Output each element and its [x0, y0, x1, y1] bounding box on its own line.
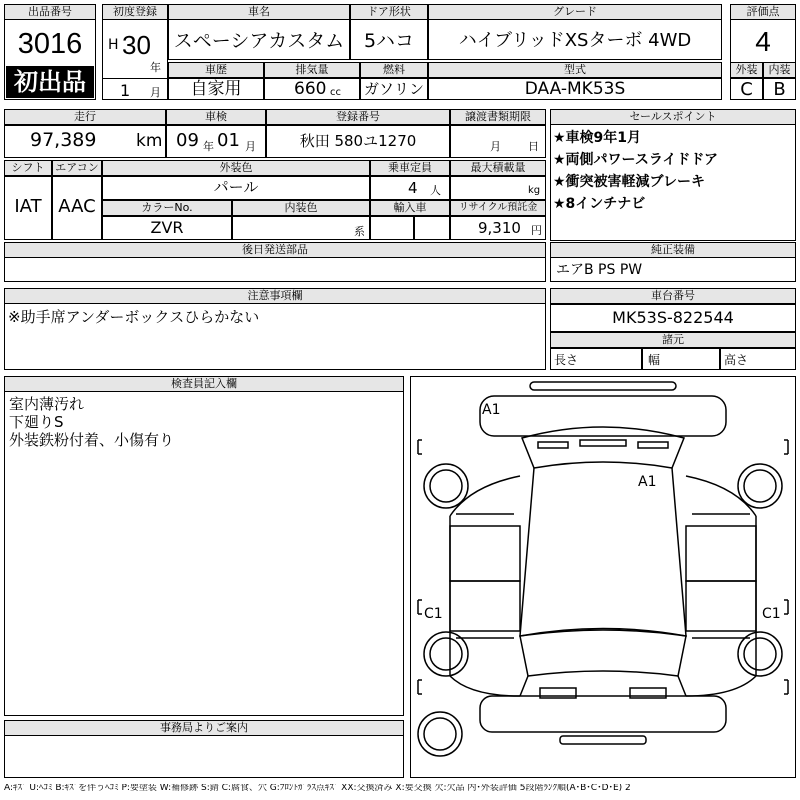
later-label: 後日発送部品 — [4, 242, 546, 258]
mileage-value: 97,389 — [30, 129, 97, 151]
mileage-label: 走行 — [4, 109, 166, 125]
first-reg-year: 30 — [122, 30, 151, 60]
inspector-box — [4, 376, 404, 716]
capacity-label: 乗車定員 — [370, 160, 450, 176]
capacity-value: 4 — [408, 179, 418, 197]
dims-height-label: 高さ — [724, 353, 749, 367]
recycle-unit: 円 — [531, 224, 542, 237]
car-diagram — [410, 376, 796, 778]
shift-label: シフト — [4, 160, 52, 176]
car-outline — [418, 382, 788, 756]
first-listing-badge: 初出品 — [6, 66, 94, 98]
history-value: 自家用 — [190, 79, 242, 99]
sales-point: ★8インチナビ — [553, 196, 646, 212]
grade-value: ハイブリッドXSターボ 4WD — [458, 30, 692, 51]
inspection-year: 09 — [176, 130, 199, 151]
int-color-label: 内装色 — [232, 200, 370, 216]
sales-point: ★車検9年1月 — [553, 130, 642, 146]
import-cell-right — [414, 216, 450, 240]
displacement-value: 660 — [294, 79, 327, 99]
inspector-line: 外装鉄粉付着、小傷有り — [9, 431, 175, 449]
dims-length-label: 長さ — [554, 353, 579, 367]
damage-mark: C1 — [762, 606, 781, 622]
first-reg-sep — [102, 78, 168, 79]
fuel-label: 燃料 — [360, 62, 428, 78]
model-value: DAA-MK53S — [524, 79, 626, 99]
sales-label: セールスポイント — [550, 109, 796, 125]
damage-mark: A1 — [638, 474, 657, 490]
inspector-line: 室内薄汚れ — [9, 395, 85, 413]
inspection-year-unit: 年 — [203, 140, 214, 153]
ext-color-label: 外装色 — [102, 160, 370, 176]
first-reg-month: 1 — [120, 81, 131, 100]
first-reg-year-unit: 年 — [150, 61, 161, 74]
transfer-label: 譲渡書類期限 — [450, 109, 546, 125]
dims-width-label: 幅 — [648, 353, 661, 367]
model-label: 型式 — [428, 62, 722, 78]
first-reg-label: 初度登録 — [102, 4, 168, 20]
displacement-unit: cc — [330, 87, 341, 98]
max-load-label: 最大積載量 — [450, 160, 546, 176]
office-label: 事務局よりご案内 — [4, 720, 404, 736]
chassis-label: 車台番号 — [550, 288, 796, 304]
notes-label: 注意事項欄 — [4, 288, 546, 304]
reg-no-label: 登録番号 — [266, 109, 450, 125]
notes-value: ※助手席アンダーボックスひらかない — [8, 308, 260, 326]
equipment-value: エアB PS PW — [556, 262, 643, 278]
recycle-value: 9,310 — [478, 219, 521, 237]
import-label: 輸入車 — [370, 200, 450, 216]
int-score: B — [773, 79, 786, 100]
door-label: ドア形状 — [350, 4, 428, 20]
fuel-value: ガソリン — [363, 80, 424, 98]
int-color-unit: 系 — [354, 225, 365, 238]
ac-label: エアコン — [52, 160, 102, 176]
inspection-month: 01 — [217, 130, 240, 151]
grade-label: グレード — [428, 4, 722, 20]
inspection-label: 車検 — [166, 109, 266, 125]
inspection-month-unit: 月 — [245, 140, 256, 153]
int-label: 内装 — [763, 62, 796, 78]
dims-label: 諸元 — [550, 332, 796, 348]
import-cell-left — [370, 216, 414, 240]
score-value: 4 — [755, 26, 771, 57]
lot-label: 出品番号 — [4, 4, 96, 20]
first-reg-month-unit: 月 — [150, 86, 161, 99]
shift-value: IAT — [14, 196, 42, 217]
first-reg-era: H — [108, 37, 119, 53]
int-color-cell — [232, 216, 370, 240]
recycle-label: リサイクル預託金 — [450, 200, 546, 216]
max-load-unit: kg — [528, 185, 541, 196]
color-no-label: カラーNo. — [102, 200, 232, 216]
mileage-unit: km — [136, 131, 163, 151]
inspector-label: 検査員記入欄 — [4, 376, 404, 392]
sales-point: ★衝突被害軽減ブレーキ — [553, 174, 705, 190]
ext-score: C — [740, 79, 753, 100]
chassis-value: MK53S-822544 — [612, 308, 734, 327]
legend: A:ｷｽﾞ U:ﾍｺﾐ B:ｷｽﾞを伴うﾍｺﾐ P:要塗装 W:補修跡 S:錆 C:腐食、穴 G:ﾌﾛﾝﾄｶﾞﾗｽ点ｷｽﾞ XX:交換済み X:要交換 欠:欠品 内･外装評価 5段階ﾗﾝｸ順(A･B･C･D･E) 2 — [4, 784, 631, 793]
reg-no-value: 秋田 580ユ1270 — [299, 132, 417, 150]
equipment-label: 純正装備 — [550, 242, 796, 258]
lot-number: 3016 — [17, 28, 83, 60]
inspector-line: 下廻りS — [9, 413, 64, 431]
car-name-value: スペーシアカスタム — [173, 30, 345, 52]
damage-mark: A1 — [482, 402, 501, 418]
damage-mark: C1 — [424, 606, 443, 622]
ext-label: 外装 — [730, 62, 763, 78]
transfer-day-unit: 日 — [528, 140, 539, 153]
displacement-label: 排気量 — [264, 62, 360, 78]
history-label: 車歴 — [168, 62, 264, 78]
car-name-label: 車名 — [168, 4, 350, 20]
score-label: 評価点 — [730, 4, 796, 20]
ac-value: AAC — [58, 196, 96, 217]
sales-point: ★両側パワースライドドア — [553, 152, 719, 168]
capacity-unit: 人 — [430, 184, 441, 197]
door-value: 5ハコ — [363, 30, 415, 52]
color-no-value: ZVR — [150, 218, 184, 237]
transfer-month-unit: 月 — [490, 140, 501, 153]
ext-color-value: パール — [213, 178, 259, 196]
